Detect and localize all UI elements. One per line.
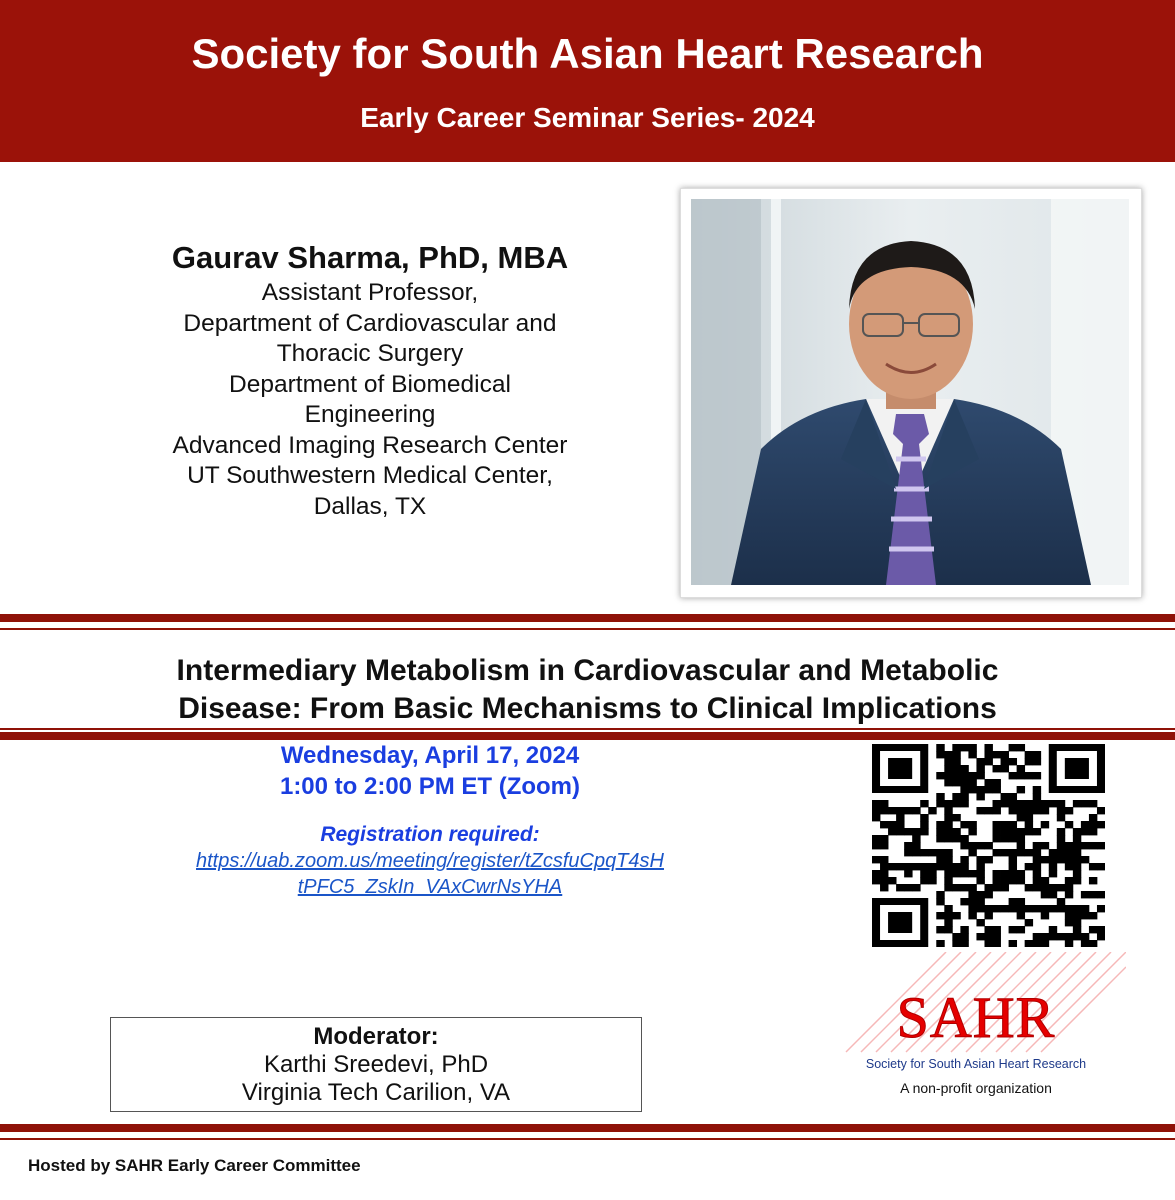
talk-title-line: Intermediary Metabolism in Cardiovascular and Metabolic bbox=[176, 654, 999, 687]
talk-title-line: Disease: From Basic Mechanisms to Clinical Implications bbox=[178, 692, 997, 725]
registration-label: Registration required: bbox=[320, 823, 540, 846]
registration-link-line[interactable]: https://uab.zoom.us/meeting/register/tZcsfuCpqT4sH bbox=[196, 850, 664, 872]
speaker-line: Advanced Imaging Research Center bbox=[172, 431, 568, 459]
speaker-line: Engineering bbox=[304, 401, 436, 428]
speaker-name: Gaurav Sharma, PhD, MBA bbox=[171, 240, 569, 275]
divider-bottom-thin bbox=[0, 728, 1175, 730]
speaker-photo bbox=[680, 188, 1142, 598]
divider-top bbox=[0, 614, 1175, 622]
qr-code-graphic bbox=[872, 744, 1105, 947]
speaker-line: Assistant Professor, bbox=[261, 279, 479, 306]
speaker-line: Department of Biomedical bbox=[229, 370, 511, 398]
moderator-affiliation: Virginia Tech Carilion, VA bbox=[241, 1079, 511, 1106]
speaker-line: UT Southwestern Medical Center, bbox=[187, 462, 553, 489]
registration-link[interactable] bbox=[80, 848, 780, 900]
sahr-logo bbox=[826, 952, 1126, 1118]
event-details bbox=[60, 740, 800, 900]
logo-tagline: A non-profit organization bbox=[900, 1080, 1052, 1096]
moderator-box bbox=[110, 1017, 642, 1112]
organization-title: Society for South Asian Heart Research bbox=[191, 30, 984, 77]
header-banner bbox=[0, 0, 1175, 162]
divider-top-thin bbox=[0, 628, 1175, 630]
divider-bottom bbox=[0, 732, 1175, 740]
event-date: Wednesday, April 17, 2024 bbox=[280, 742, 580, 769]
footer-host: Hosted by SAHR Early Career Committee bbox=[28, 1156, 361, 1175]
speaker-info bbox=[60, 240, 680, 522]
speaker-portrait-illustration bbox=[691, 199, 1129, 585]
speaker-line: Dallas, TX bbox=[313, 492, 427, 520]
moderator-label: Moderator: bbox=[313, 1023, 439, 1050]
speaker-line: Department of Cardiovascular and bbox=[183, 309, 557, 337]
logo-acronym: SAHR bbox=[896, 985, 1056, 1050]
event-time: 1:00 to 2:00 PM ET (Zoom) bbox=[279, 773, 581, 800]
footer-divider bbox=[0, 1124, 1175, 1132]
footer-divider-thin bbox=[0, 1138, 1175, 1140]
series-subtitle: Early Career Seminar Series- 2024 bbox=[360, 102, 815, 133]
moderator-name: Karthi Sreedevi, PhD bbox=[263, 1051, 489, 1078]
registration-link-line[interactable]: tPFC5_ZskIn_VAxCwrNsYHA bbox=[297, 876, 563, 898]
logo-full-name: Society for South Asian Heart Research bbox=[865, 1057, 1087, 1071]
speaker-line: Thoracic Surgery bbox=[276, 340, 464, 367]
talk-title bbox=[0, 652, 1175, 728]
qr-code[interactable] bbox=[872, 744, 1105, 947]
